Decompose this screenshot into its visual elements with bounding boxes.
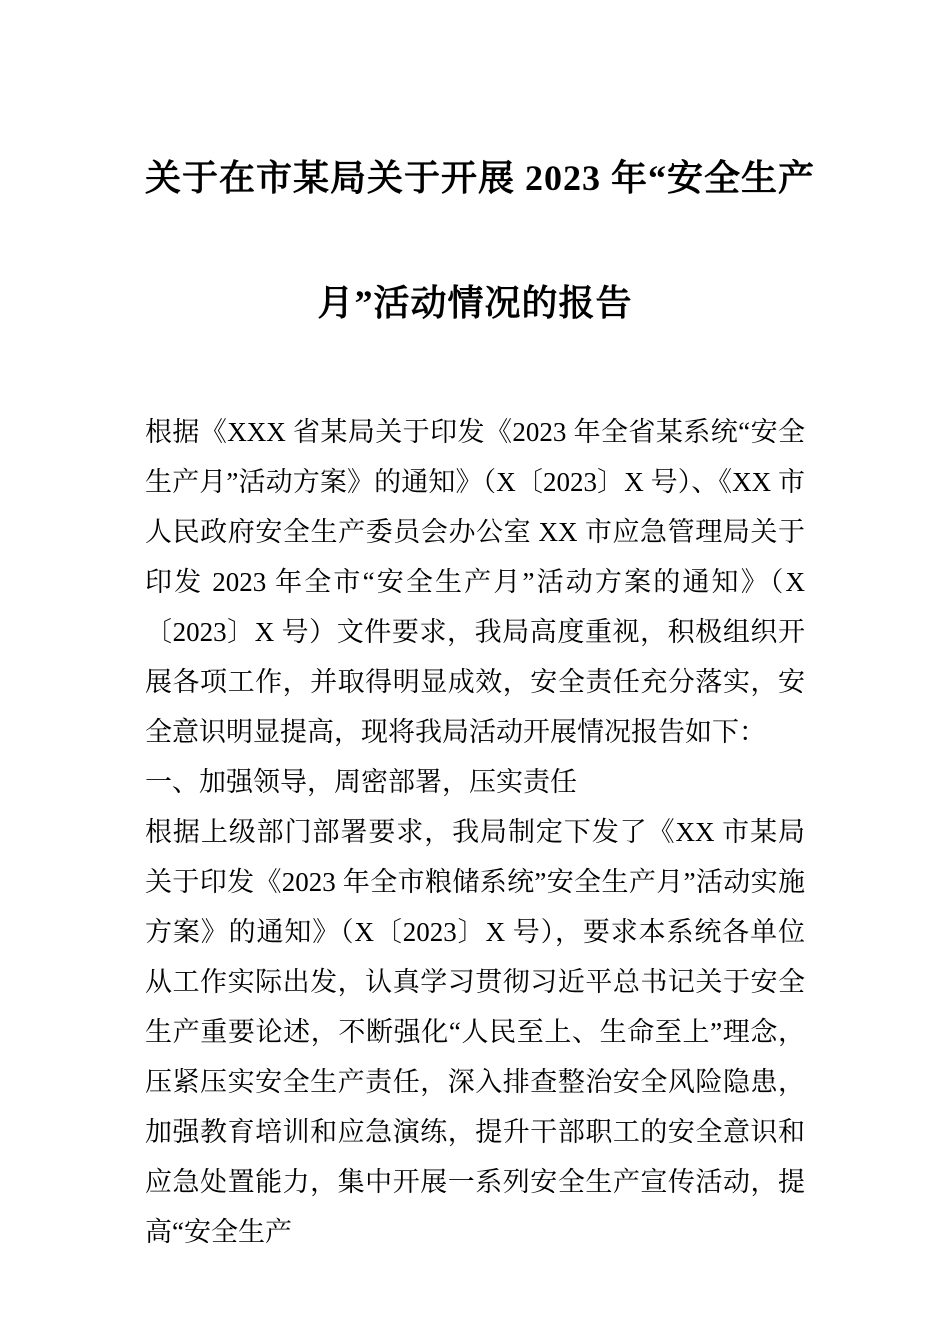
- document-title: [145, 116, 816, 366]
- document-title-line-1: 关于在市某局关于开展 2023 年“安全生产: [145, 158, 816, 198]
- document-body: [145, 407, 805, 1257]
- section-heading-1: 一、加强领导，周密部署，压实责任: [145, 767, 577, 797]
- paragraph-intro: 根据《XXX 省某局关于印发《2023 年全省某系统“安全生产月”活动方案》的通知》（X〔2023〕X 号）、《XX 市人民政府安全生产委员会办公室 XX 市应急管理局关于印发 2023 年全市“安全生产月”活动方案的通知》（X〔2023〕X 号）文件要求，我局高度重视，积极组织开展各项工作，并取得明显成效，安全责任充分落实，安全意识明显提高，现将我局活动开展情况报告如下：: [145, 417, 805, 747]
- paragraph-section-1: 根据上级部门部署要求，我局制定下发了《XX 市某局关于印发《2023 年全市粮储系统”安全生产月”活动实施方案》的通知》（X〔2023〕X 号），要求本系统各单位从工作实际出发，认真学习贯彻习近平总书记关于安全生产重要论述，不断强化“人民至上、生命至上”理念，压紧压实安全生产责任，深入排查整治安全风险隐患，加强教育培训和应急演练，提升干部职工的安全意识和应急处置能力，集中开展一系列安全生产宣传活动，提高“安全生产: [145, 817, 805, 1247]
- document-title-line-2: 月”活动情况的报告: [317, 283, 633, 323]
